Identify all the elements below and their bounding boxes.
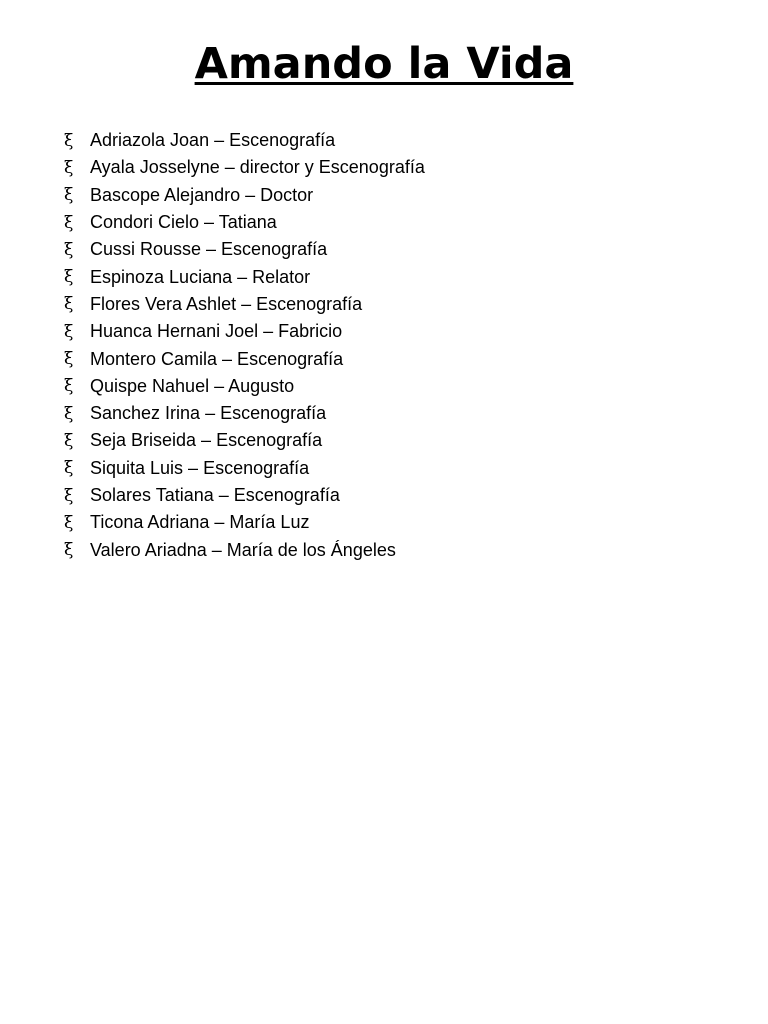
list-item-text: Ticona Adriana – María Luz: [90, 512, 310, 533]
list-item-text: Condori Cielo – Tatiana: [90, 212, 277, 233]
bullet-icon: ξ: [64, 485, 74, 506]
bullet-icon: ξ: [64, 130, 74, 151]
list-item: [64, 182, 425, 209]
bullet-icon: ξ: [64, 512, 74, 533]
list-item: [64, 509, 425, 536]
list-item-text: Valero Ariadna – María de los Ángeles: [90, 539, 396, 560]
bullet-icon: ξ: [64, 212, 74, 233]
list-item-text: Huanca Hernani Joel – Fabricio: [90, 321, 343, 342]
list-item-text: Seja Briseida – Escenografía: [90, 430, 323, 451]
list-item: [64, 236, 425, 263]
bullet-icon: ξ: [64, 157, 74, 178]
list-item-text: Espinoza Luciana – Relator: [90, 266, 311, 287]
list-item: [64, 373, 425, 400]
list-item: [64, 263, 425, 290]
bullet-icon: ξ: [64, 376, 74, 397]
bullet-icon: ξ: [64, 403, 74, 424]
list-item-text: Siquita Luis – Escenografía: [90, 457, 310, 478]
list-item: [64, 127, 425, 154]
list-item-text: Adriazola Joan – Escenografía: [90, 130, 336, 151]
list-item: [64, 291, 425, 318]
bullet-icon: ξ: [64, 267, 74, 288]
list-item: [64, 318, 425, 345]
list-item: [64, 400, 425, 427]
list-item-text: Flores Vera Ashlet – Escenografía: [90, 293, 363, 314]
list-item: [64, 209, 425, 236]
bullet-icon: ξ: [64, 185, 74, 206]
bullet-icon: ξ: [64, 349, 74, 370]
bullet-icon: ξ: [64, 458, 74, 479]
bullet-icon: ξ: [64, 321, 74, 342]
list-item-text: Solares Tatiana – Escenografía: [90, 485, 340, 505]
bullet-icon: ξ: [64, 540, 74, 561]
list-item: [64, 536, 425, 563]
bullet-icon: ξ: [64, 294, 74, 315]
list-item-text: Bascope Alejandro – Doctor: [90, 184, 314, 205]
list-item-text: Quispe Nahuel – Augusto: [90, 375, 295, 396]
list-item-text: Ayala Josselyne – director y Escenografía: [90, 157, 425, 178]
bullet-icon: ξ: [64, 239, 74, 260]
list-item: [64, 482, 425, 509]
document-title: Amando la Vida: [194, 39, 574, 89]
list-item-text: Cussi Rousse – Escenografía: [90, 239, 328, 260]
list-item: [64, 427, 425, 454]
list-item: [64, 154, 425, 181]
list-item: [64, 345, 425, 372]
cast-list: [64, 127, 425, 564]
bullet-icon: ξ: [64, 430, 74, 451]
list-item-text: Montero Camila – Escenografía: [90, 348, 344, 369]
list-item: [64, 455, 425, 482]
list-item-text: Sanchez Irina – Escenografía: [90, 403, 327, 424]
